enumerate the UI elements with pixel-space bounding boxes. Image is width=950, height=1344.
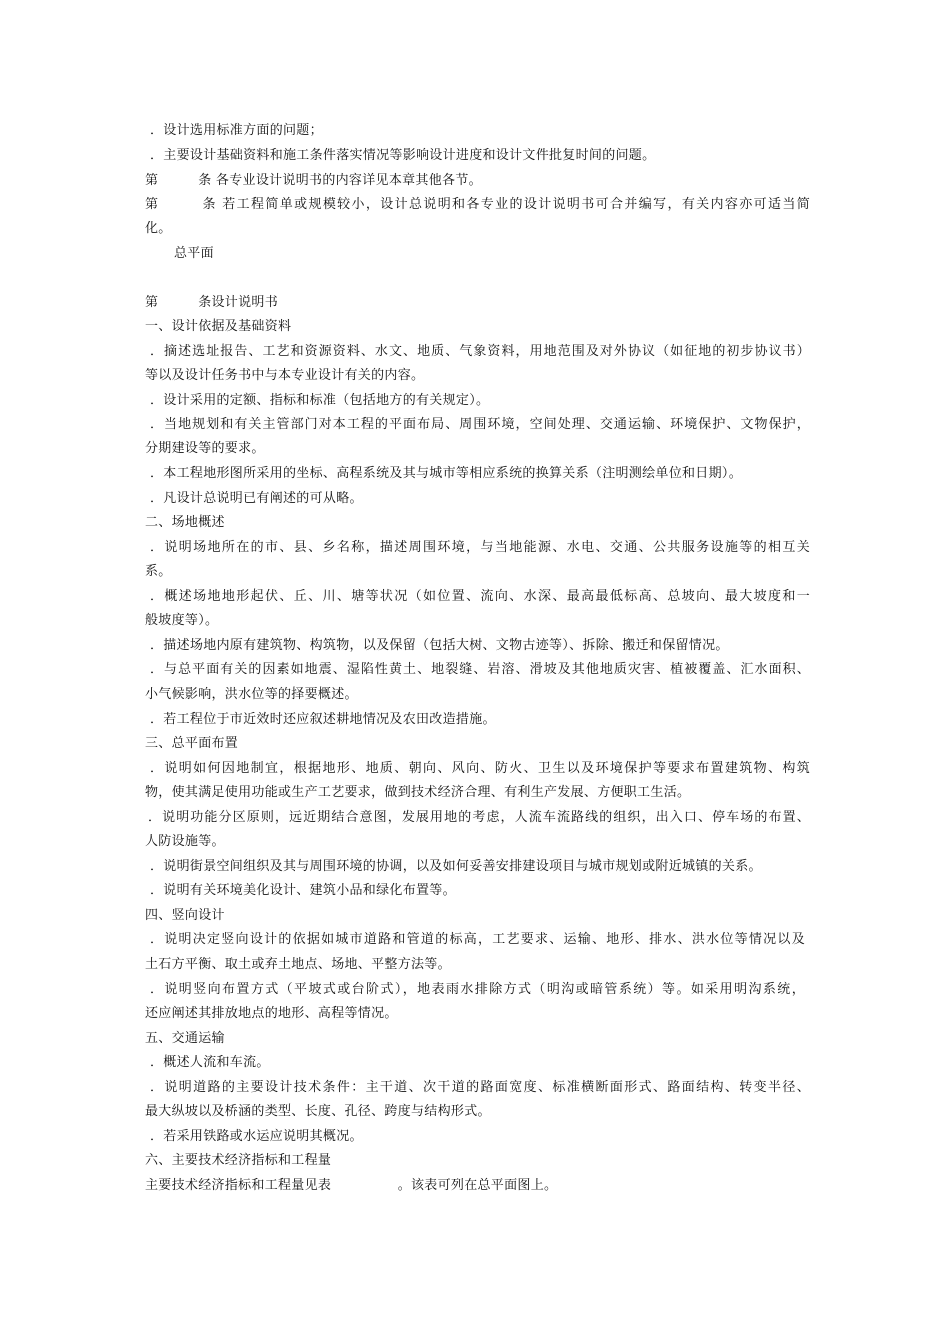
section-heading: 一、设计依据及基础资料 (145, 319, 292, 334)
text-line: ．当地规划和有关主管部门对本工程的平面布局、周围环境，空间处理、交通运输、环境保护、文物保护， (150, 417, 810, 432)
text-line: ．说明如何因地制宜，根据地形、地质、朝向、风向、防火、卫生以及环境保护等要求布置建筑物、构筑 (150, 761, 810, 776)
text-line: ．概述场地地形起伏、丘、川、塘等状况（如位置、流向、水深、最高最低标高、总坡向、最大坡度和一 (150, 589, 810, 604)
text-line: ．说明场地所在的市、县、乡名称，描述周围环境，与当地能源、水电、交通、公共服务设施等的相互关 (150, 540, 810, 555)
section-heading: 四、竖向设计 (145, 908, 225, 923)
section-heading: 六、主要技术经济指标和工程量 (145, 1153, 332, 1168)
text-line: ．描述场地内原有建筑物、构筑物，以及保留（包括大树、文物古迹等）、拆除、搬迁和保留情况。 (150, 638, 729, 653)
text-line: 系。 (145, 564, 172, 579)
section-title: 总平面 (174, 246, 214, 261)
section-heading: 五、交通运输 (145, 1031, 225, 1046)
section-heading: 二、场地概述 (145, 515, 225, 530)
text-line: 第 条 各专业设计说明书的内容详见本章其他各节。 (145, 173, 482, 188)
text-line: 等以及设计任务书中与本专业设计有关的内容。 (145, 368, 425, 383)
text-line: ．若工程位于市近效时还应叙述耕地情况及农田改造措施。 (150, 712, 496, 727)
section-heading: 三、总平面布置 (145, 736, 239, 751)
text-line: ．本工程地形图所采用的坐标、高程系统及其与城市等相应系统的换算关系（注明测绘单位和日期）。 (150, 466, 743, 481)
text-line: ．设计选用标准方面的问题； (150, 123, 323, 138)
text-line: ．说明道路的主要设计技术条件：主干道、次干道的路面宽度、标准横断面形式、路面结构、转变半径、 (150, 1080, 810, 1095)
text-line: ．与总平面有关的因素如地震、湿陷性黄土、地裂缝、岩溶、滑坡及其他地质灾害、植被覆盖、汇水面积、 (150, 662, 810, 677)
text-line: 第 条设计说明书 (145, 295, 279, 310)
text-line: 第 条 若工程简单或规模较小，设计总说明和各专业的设计说明书可合并编写，有关内容亦可适当简 (145, 197, 810, 212)
text-line: 土石方平衡、取土或弃土地点、场地、平整方法等。 (145, 957, 451, 972)
text-line: 化。 (145, 221, 172, 236)
text-line: ．说明功能分区原则，远近期结合意图，发展用地的考虑，人流车流路线的组织，出入口、停车场的布置、 (148, 810, 810, 825)
text-line: 最大纵坡以及桥涵的类型、长度、孔径、跨度与结构形式。 (145, 1104, 491, 1119)
text-line: ．说明决定竖向设计的依据如城市道路和管道的标高，工艺要求、运输、地形、排水、洪水位等情况以及 (150, 932, 805, 947)
text-line: 人防设施等。 (145, 834, 225, 849)
text-line: 分期建设等的要求。 (145, 441, 265, 456)
text-line: ．设计采用的定额、指标和标准（包括地方的有关规定）。 (150, 393, 490, 408)
text-line: 主要技术经济指标和工程量见表 。该表可列在总平面图上。 (145, 1178, 558, 1193)
text-line: ．说明竖向布置方式（平坡式或台阶式），地表雨水排除方式（明沟或暗管系统）等。如采用明沟系统， (150, 982, 805, 997)
text-line: 物，使其满足使用功能或生产工艺要求，做到技术经济合理、有利生产发展、方便职工生活。 (145, 785, 691, 800)
text-line: ．说明有关环境美化设计、建筑小品和绿化布置等。 (150, 883, 456, 898)
text-line: 还应阐述其排放地点的地形、高程等情况。 (145, 1006, 398, 1021)
text-line: ．概述人流和车流。 (150, 1055, 270, 1070)
text-line: ．主要设计基础资料和施工条件落实情况等影响设计进度和设计文件批复时间的问题。 (150, 148, 656, 163)
text-line: ．摘述选址报告、工艺和资源资料、水文、地质、气象资料，用地范围及对外协议（如征地的初步协议书） (150, 344, 810, 359)
text-line: 般坡度等）。 (145, 613, 219, 628)
text-line: 小气候影响，洪水位等的择要概述。 (145, 687, 358, 702)
text-line: ．凡设计总说明已有阐述的可从略。 (150, 491, 363, 506)
text-line: ．若采用铁路或水运应说明其概况。 (150, 1129, 363, 1144)
text-line: ．说明街景空间组织及其与周围环境的协调，以及如何妥善安排建设项目与城市规划或附近城镇的关系。 (150, 859, 762, 874)
